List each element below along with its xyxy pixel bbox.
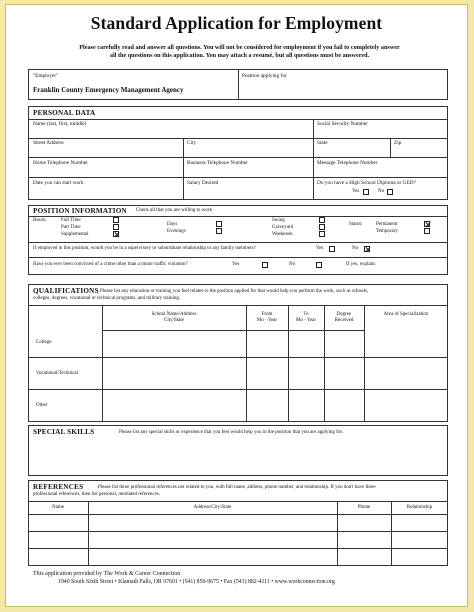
crime-question: Have you ever been convicted of a crime other than a minor traffic violation? <box>33 262 188 267</box>
reference-row-3[interactable] <box>29 549 447 565</box>
special-skills-description: Please list any special skills or experience that you feel would help you in the position that you are applying for. <box>119 430 343 435</box>
relation-no-label: No <box>352 246 359 251</box>
position-applying-field[interactable] <box>239 80 447 99</box>
start-date-label: Date you can start work <box>33 180 84 186</box>
status-label: Status: <box>349 222 363 227</box>
salary-label: Salary Desired <box>187 180 219 186</box>
position-applying-label: Position applying for <box>242 73 287 79</box>
days-checkbox[interactable] <box>216 221 222 227</box>
diploma-no-checkbox[interactable] <box>387 189 393 195</box>
graveyard-label: Graveyard <box>272 225 294 230</box>
row-label-college: College <box>36 340 52 345</box>
weekends-label: Weekends <box>272 232 293 237</box>
ref-col-address: Address/City/State <box>193 505 232 510</box>
references-description: Please list three professional references not related to you, with full name, address, phone number, and relationship. If you don't have three <box>98 485 376 490</box>
home-phone-label: Home Telephone Number <box>33 160 88 166</box>
personal-data-title: PERSONAL DATA <box>33 109 96 117</box>
qualifications-description-2: colleges, degrees, vocational or technical programs, and military training. <box>33 296 181 301</box>
employer-label: "Employer" <box>33 73 59 79</box>
temporary-label: Temporary <box>376 229 398 234</box>
crime-no-checkbox[interactable] <box>316 262 322 268</box>
supplemental-label: Supplemental <box>61 232 89 237</box>
relation-no-checkbox[interactable] <box>364 246 370 252</box>
relation-yes-label: Yes <box>316 246 324 251</box>
col-specialization-header: Area of Specialization <box>383 312 429 317</box>
start-date-field[interactable] <box>29 186 182 199</box>
col-from-header: From Mo - Year <box>256 312 278 323</box>
name-label: Name (last, first, middle) <box>33 121 87 127</box>
swing-label: Swing <box>272 218 285 223</box>
part-time-checkbox[interactable] <box>113 224 119 230</box>
graveyard-checkbox[interactable] <box>319 224 325 230</box>
instructions-line-1: Please carefully read and answer all questions. You will not be considered for employment if you fail to completely answer <box>79 44 400 51</box>
relation-question: If employed in this position, would you be in a supervisory or subordinate relationship to any family members? <box>33 246 256 251</box>
crime-no-label: No <box>289 262 296 267</box>
full-time-checkbox[interactable] <box>113 217 119 223</box>
crime-explain-field[interactable] <box>382 259 446 273</box>
page-title: Standard Application for Employment <box>90 13 383 33</box>
qualifications-description: Please list any education or training you feel relates to the position applied for that would help you perform the work, such as schools, <box>100 289 369 294</box>
col-to-header: To Mo - Year <box>295 312 317 323</box>
instructions-line-2: all the questions on this application. You may attach a resumé, but all questions must be answered. <box>109 52 370 59</box>
diploma-label: Do you have a High School Diploma or GED? <box>317 180 416 186</box>
weekends-checkbox[interactable] <box>319 231 325 237</box>
diploma-yes-checkbox[interactable] <box>363 189 369 195</box>
evenings-label: Evenings <box>167 229 186 234</box>
footer-provider: This application provided by The Work & Career Connection <box>33 571 181 577</box>
special-skills-field[interactable] <box>29 438 447 475</box>
qualifications-title: QUALIFICATIONS <box>33 287 99 295</box>
hours-label: Hours: <box>33 218 47 223</box>
evenings-checkbox[interactable] <box>216 228 222 234</box>
relation-yes-checkbox[interactable] <box>329 246 335 252</box>
references-description-2: professional references, then list personal, unrelated references. <box>33 492 161 497</box>
check-all-label: Check all that you are willing to work <box>136 208 212 213</box>
permanent-label: Permanent <box>376 222 398 227</box>
supplemental-checkbox[interactable] <box>113 231 119 237</box>
ssn-field[interactable] <box>314 127 447 137</box>
state-field[interactable] <box>314 146 389 156</box>
other-entry-field[interactable] <box>103 390 363 421</box>
ssn-label: Social Security Number <box>317 121 368 127</box>
city-field[interactable] <box>184 146 312 156</box>
street-label: Street Address <box>33 140 64 146</box>
zip-label: Zip <box>394 140 402 146</box>
crime-yes-checkbox[interactable] <box>262 262 268 268</box>
full-time-label: Full Time <box>61 218 81 223</box>
home-phone-field[interactable] <box>29 166 182 176</box>
ref-col-phone: Phone <box>357 505 371 510</box>
city-label: City <box>187 140 197 146</box>
crime-explain-label: If yes, explain: <box>346 262 376 267</box>
row-label-vocational: Vocational/Technical <box>36 371 79 376</box>
reference-row-2[interactable] <box>29 532 447 547</box>
zip-field[interactable] <box>391 146 447 156</box>
col-school-header: School Name/Address City/State <box>151 312 197 323</box>
street-field[interactable] <box>29 146 182 156</box>
days-label: Days <box>167 222 178 227</box>
part-time-label: Part Time <box>61 225 81 230</box>
application-page <box>5 4 468 607</box>
college-entry-field[interactable] <box>103 331 363 356</box>
message-phone-label: Message Telephone Number <box>317 160 378 166</box>
salary-field[interactable] <box>184 186 312 199</box>
instructions <box>52 44 427 60</box>
crime-yes-label: Yes <box>232 262 240 267</box>
permanent-checkbox[interactable] <box>424 221 430 227</box>
diploma-no-label: No <box>378 189 385 194</box>
vocational-entry-field[interactable] <box>103 358 363 388</box>
diploma-yes-label: Yes <box>352 189 360 194</box>
reference-row-1[interactable] <box>29 515 447 530</box>
swing-checkbox[interactable] <box>319 217 325 223</box>
state-label: State <box>317 140 328 146</box>
ref-col-relationship: Relationship <box>406 505 433 510</box>
employer-value: Franklin County Emergency Management Agency <box>33 86 184 94</box>
col-degree-header: Degree Received <box>334 312 354 323</box>
special-skills-title: SPECIAL SKILLS <box>33 428 95 436</box>
ref-col-name: Name <box>52 505 64 510</box>
name-field[interactable] <box>29 127 312 137</box>
row-label-other: Other <box>36 403 48 408</box>
references-title: REFERENCES <box>33 483 84 491</box>
message-phone-field[interactable] <box>314 166 447 176</box>
position-info-title: POSITION INFORMATION <box>33 207 127 215</box>
business-phone-label: Business Telephone Number <box>187 160 248 166</box>
footer-address: 1940 South Sixth Street • Klamath Falls, OR 97601 • (541) 850-9675 • Fax (541) 882-4111 • www.workconnection.org <box>58 579 335 585</box>
temporary-checkbox[interactable] <box>424 228 430 234</box>
business-phone-field[interactable] <box>184 166 312 176</box>
